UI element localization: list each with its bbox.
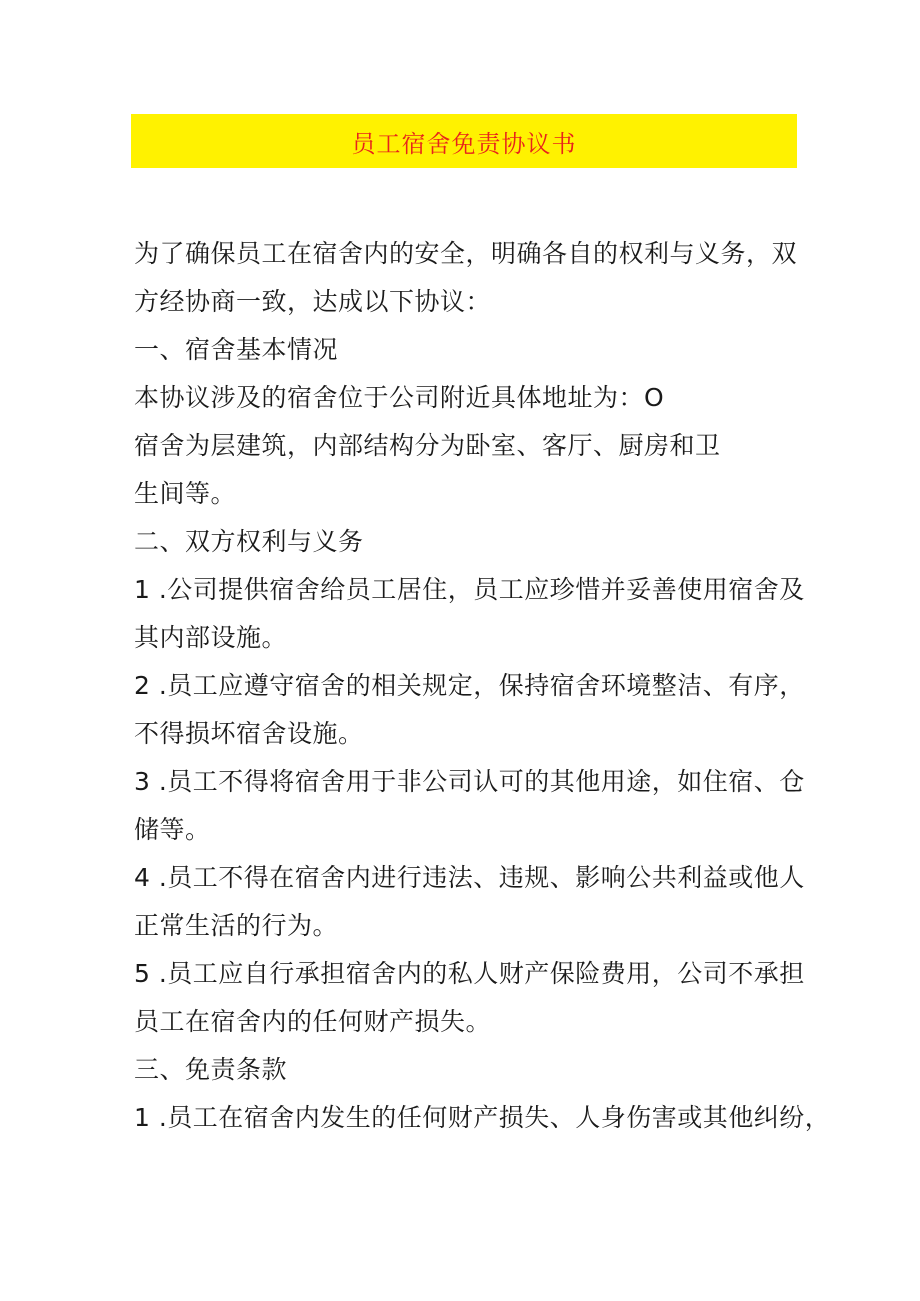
clause-line: 4 .员工不得在宿舍内进行违法、违规、影响公共利益或他人 [134,863,805,892]
clause-line: 5 .员工应自行承担宿舍内的私人财产保险费用，公司不承担 [134,959,805,988]
section-heading: 一、宿舍基本情况 [134,335,339,364]
clause-line: 1 .公司提供宿舍给员工居住，员工应珍惜并妥善使用宿舍及 [134,575,805,604]
clause-line: 正常生活的行为。 [134,911,339,940]
paragraph-line: 方经协商一致，达成以下协议： [134,287,492,316]
paragraph-line: 为了确保员工在宿舍内的安全，明确各自的权利与义务，双 [134,239,798,268]
clause-line: 3 .员工不得将宿舍用于非公司认可的其他用途，如住宿、仓 [134,767,805,796]
clause-line: 2 .员工应遵守宿舍的相关规定，保持宿舍环境整洁、有序， [134,671,805,700]
document-body [134,230,831,1142]
paragraph-line: 宿舍为层建筑，内部结构分为卧室、客厅、厨房和卫 [134,431,721,460]
clause-line: 1 .员工在宿舍内发生的任何财产损失、人身伤害或其他纠纷， [134,1103,831,1132]
clause-line: 不得损坏宿舍设施。 [134,719,364,748]
document-title: 员工宿舍免责协议书 [351,129,577,158]
title-banner [131,114,797,168]
section-heading: 三、免责条款 [134,1055,288,1084]
section-heading: 二、双方权利与义务 [134,527,364,556]
paragraph-line: 本协议涉及的宿舍位于公司附近具体地址为：O [134,383,665,412]
clause-line: 员工在宿舍内的任何财产损失。 [134,1007,492,1036]
clause-line: 储等。 [134,815,211,844]
paragraph-line: 生间等。 [134,479,237,508]
clause-line: 其内部设施。 [134,623,288,652]
